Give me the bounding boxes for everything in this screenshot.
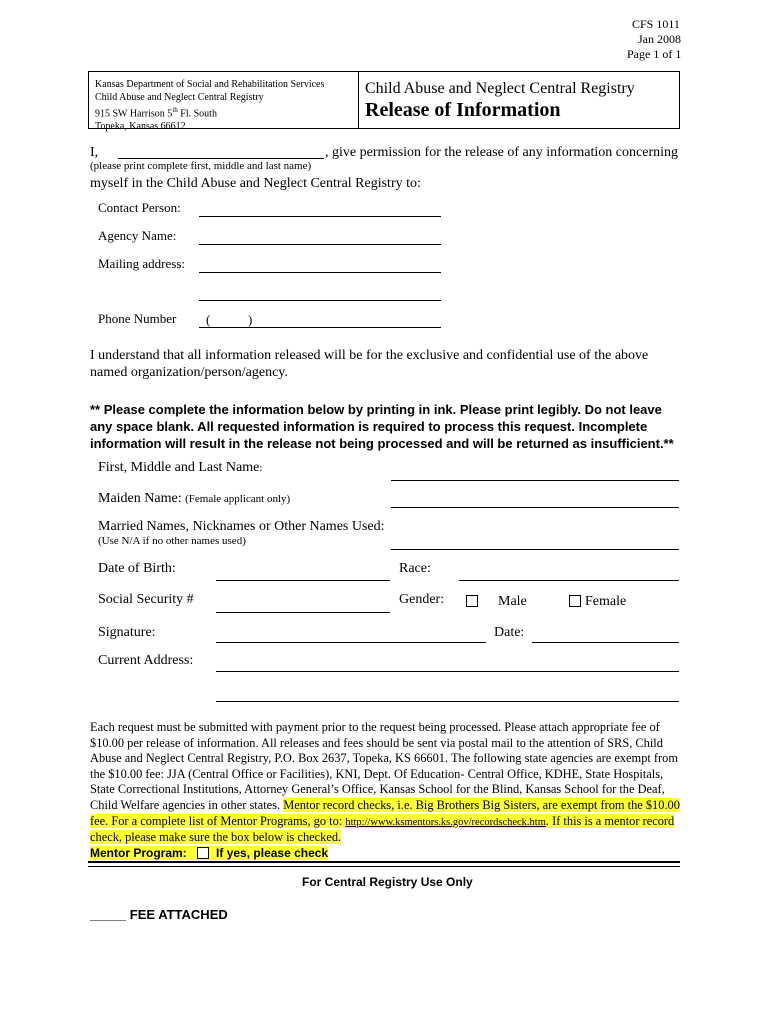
race-field[interactable] xyxy=(459,580,679,581)
phone-number-field[interactable] xyxy=(199,327,441,328)
street-address: 915 SW Harrison 5th Fl. South xyxy=(95,106,217,120)
agency-name-field[interactable] xyxy=(199,244,441,245)
phone-number-label: Phone Number xyxy=(98,311,177,326)
contact-person-field[interactable] xyxy=(199,216,441,217)
header-box xyxy=(88,71,680,133)
fee-attached xyxy=(90,907,228,922)
mentor-checkbox[interactable] xyxy=(197,847,209,859)
header-divider xyxy=(358,72,359,128)
fee-paragraph xyxy=(90,720,682,861)
fee-attached-blank[interactable]: _____ xyxy=(90,907,127,922)
contact-person-label: Contact Person: xyxy=(98,200,181,215)
form-date: Jan 2008 xyxy=(638,32,681,46)
city-state-zip: Topeka, Kansas 66612 xyxy=(95,121,186,133)
form-subtitle: Child Abuse and Neglect Central Registry xyxy=(365,80,635,97)
form-number: CFS 1011 xyxy=(632,17,680,31)
mentor-note-highlight: Mentor record checks, i.e. Big Brothers Big Sisters, are exempt from the $10.00 fee. For a complete list of Mentor Programs, go to: http://www.ksmentors.ks.gov/recordscheck.htm. If this is a mentor record check, please make sure the box below is checked. xyxy=(90,797,680,845)
full-name-field[interactable] xyxy=(391,480,679,481)
mailing-address-field-1[interactable] xyxy=(199,272,441,273)
current-address-field-2[interactable] xyxy=(216,701,679,702)
date-label: Date: xyxy=(494,625,525,640)
page-number: Page 1 of 1 xyxy=(627,47,682,61)
name-note: (please print complete first, middle and last name) xyxy=(90,160,312,172)
permission-line2: myself in the Child Abuse and Neglect Central Registry to: xyxy=(90,176,421,191)
gender-label: Gender: xyxy=(399,592,445,607)
signature-field[interactable] xyxy=(216,642,486,643)
understand-line2: named organization/person/agency. xyxy=(90,365,288,380)
name-field[interactable] xyxy=(118,158,324,159)
office-use-rule-bottom xyxy=(88,866,680,867)
ssn-field[interactable] xyxy=(216,612,390,613)
full-name-label: First, Middle and Last Name: xyxy=(98,460,263,475)
signature-label: Signature: xyxy=(98,625,156,640)
gender-male-option[interactable]: Male xyxy=(466,594,527,610)
fee-text: Each request must be submitted with payment prior to the request being processed. Please attach appropriate fee of $10.00 per release of information. All releases and fees should be sent via postal mail to the attention of SRS, Child Abuse and Neglect Central Registry, P.O. Box 2637, Topeka, KS 66601. The following state agencies are exempt from the $10.00 fee: JJA (Central Office or Facilities), KNI, Dept. Of Education- Central Office, KDHE, State Hospitals, State Correctional Institutions, Attorney General’s Office, Kansas School for the Blind, Kansas School for the Deaf, Child Welfare agencies in other states. xyxy=(90,720,679,812)
dob-label: Date of Birth: xyxy=(98,561,176,576)
male-checkbox[interactable] xyxy=(466,595,478,607)
permission-i: I, xyxy=(90,145,99,160)
office-use-heading: For Central Registry Use Only xyxy=(302,875,473,889)
race-label: Race: xyxy=(399,561,431,576)
current-address-label: Current Address: xyxy=(98,653,194,668)
fee-attached-label: FEE ATTACHED xyxy=(129,907,228,922)
mentor-check-text: If yes, please check xyxy=(216,845,329,860)
permission-text: , give permission for the release of any information concerning xyxy=(325,145,678,160)
registry-name: Child Abuse and Neglect Central Registry xyxy=(95,92,264,103)
ssn-label: Social Security # xyxy=(98,592,194,607)
maiden-name-field[interactable] xyxy=(391,507,679,508)
married-names-label: Married Names, Nicknames or Other Names Used: xyxy=(98,519,385,534)
instructions: ** Please complete the information below by printing in ink. Please print legibly. Do not leave any space blank. All requested information is required to process this request. Incomplete information will result in the release not being processed and will be returned as insufficient.** xyxy=(90,402,674,451)
agency-address xyxy=(95,78,324,133)
maiden-name-label: Maiden Name: (Female applicant only) xyxy=(98,491,291,506)
mentor-programs-link[interactable]: http://www.ksmentors.ks.gov/recordscheck.htm xyxy=(345,816,546,828)
phone-paren-open: ( xyxy=(206,312,211,327)
gender-female-option[interactable]: Female xyxy=(569,594,626,610)
mentor-program-row xyxy=(90,846,328,860)
form-title: Release of Information xyxy=(365,99,561,121)
current-address-field-1[interactable] xyxy=(216,671,679,672)
mentor-program-label: Mentor Program: xyxy=(90,845,187,860)
mailing-address-field-2[interactable] xyxy=(199,300,441,301)
dob-field[interactable] xyxy=(216,580,390,581)
office-use-rule-top xyxy=(88,861,680,863)
mailing-address-label: Mailing address: xyxy=(98,256,186,271)
date-field[interactable] xyxy=(532,642,679,643)
female-checkbox[interactable] xyxy=(569,595,581,607)
married-names-note: (Use N/A if no other names used) xyxy=(98,535,246,547)
married-names-field[interactable] xyxy=(391,549,679,550)
understand-line1: I understand that all information released will be for the exclusive and confidential use of the above xyxy=(90,348,649,363)
phone-paren-close: ) xyxy=(248,312,253,327)
agency-name: Kansas Department of Social and Rehabilitation Services xyxy=(95,79,325,90)
agency-name-label: Agency Name: xyxy=(98,228,177,243)
